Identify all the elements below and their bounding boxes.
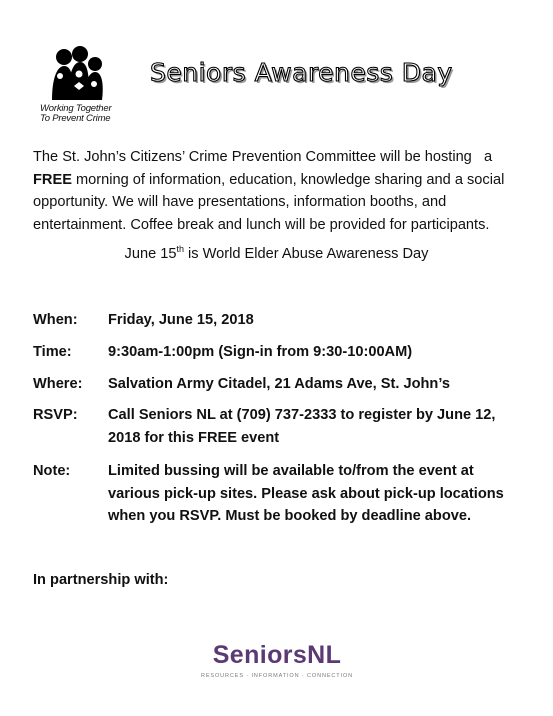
intro-text-2: morning of information, education, knowledge sharing and a social opportunity. We will have presentations, information booths, and entertainment. Coffee break and lunch will be provided for participants. xyxy=(33,171,505,233)
seniors-nl-tagline: RESOURCES · INFORMATION · CONNECTION xyxy=(200,673,354,679)
seniors-nl-name: SeniorsNL xyxy=(212,641,342,669)
logo-line-1: Working Together xyxy=(40,103,112,114)
detail-label: Where: xyxy=(33,376,83,392)
intro-free: FREE xyxy=(33,171,72,188)
detail-label: Note: xyxy=(33,463,71,479)
detail-value: Limited bussing will be available to/from the event at various pick-up sites. Please ask about pick-up locations when you RSVP. Must be booked by deadline above. xyxy=(108,463,504,524)
detail-value: Friday, June 15, 2018 xyxy=(108,312,254,328)
crime-prevention-logo xyxy=(40,46,120,124)
partnership-heading: In partnership with: xyxy=(33,572,169,588)
page-title: Seniors Awareness Day xyxy=(150,58,453,87)
detail-label: When: xyxy=(33,312,78,328)
title-block xyxy=(150,58,453,87)
detail-value: 9:30am-1:00pm (Sign-in from 9:30-10:00AM) xyxy=(108,344,413,360)
logo-line-2: To Prevent Crime xyxy=(40,113,111,124)
detail-value: Call Seniors NL at (709) 737-2333 to register by June 12, 2018 for this FREE event xyxy=(108,407,496,446)
elder-text: is World Elder Abuse Awareness Day xyxy=(184,245,429,262)
detail-label: RSVP: xyxy=(33,407,78,423)
detail-value: Salvation Army Citadel, 21 Adams Ave, St. John’s xyxy=(108,376,450,392)
elder-sup: th xyxy=(176,244,184,254)
detail-label: Time: xyxy=(33,344,72,360)
elder-abuse-line xyxy=(0,244,553,262)
intro-paragraph xyxy=(33,146,533,236)
elder-date: June 15 xyxy=(124,245,177,262)
intro-text-1: The St. John’s Citizens’ Crime Prevention Committee will be hosting a xyxy=(33,149,493,165)
people-silhouette-icon xyxy=(46,46,108,102)
seniors-nl-logo xyxy=(198,632,356,690)
